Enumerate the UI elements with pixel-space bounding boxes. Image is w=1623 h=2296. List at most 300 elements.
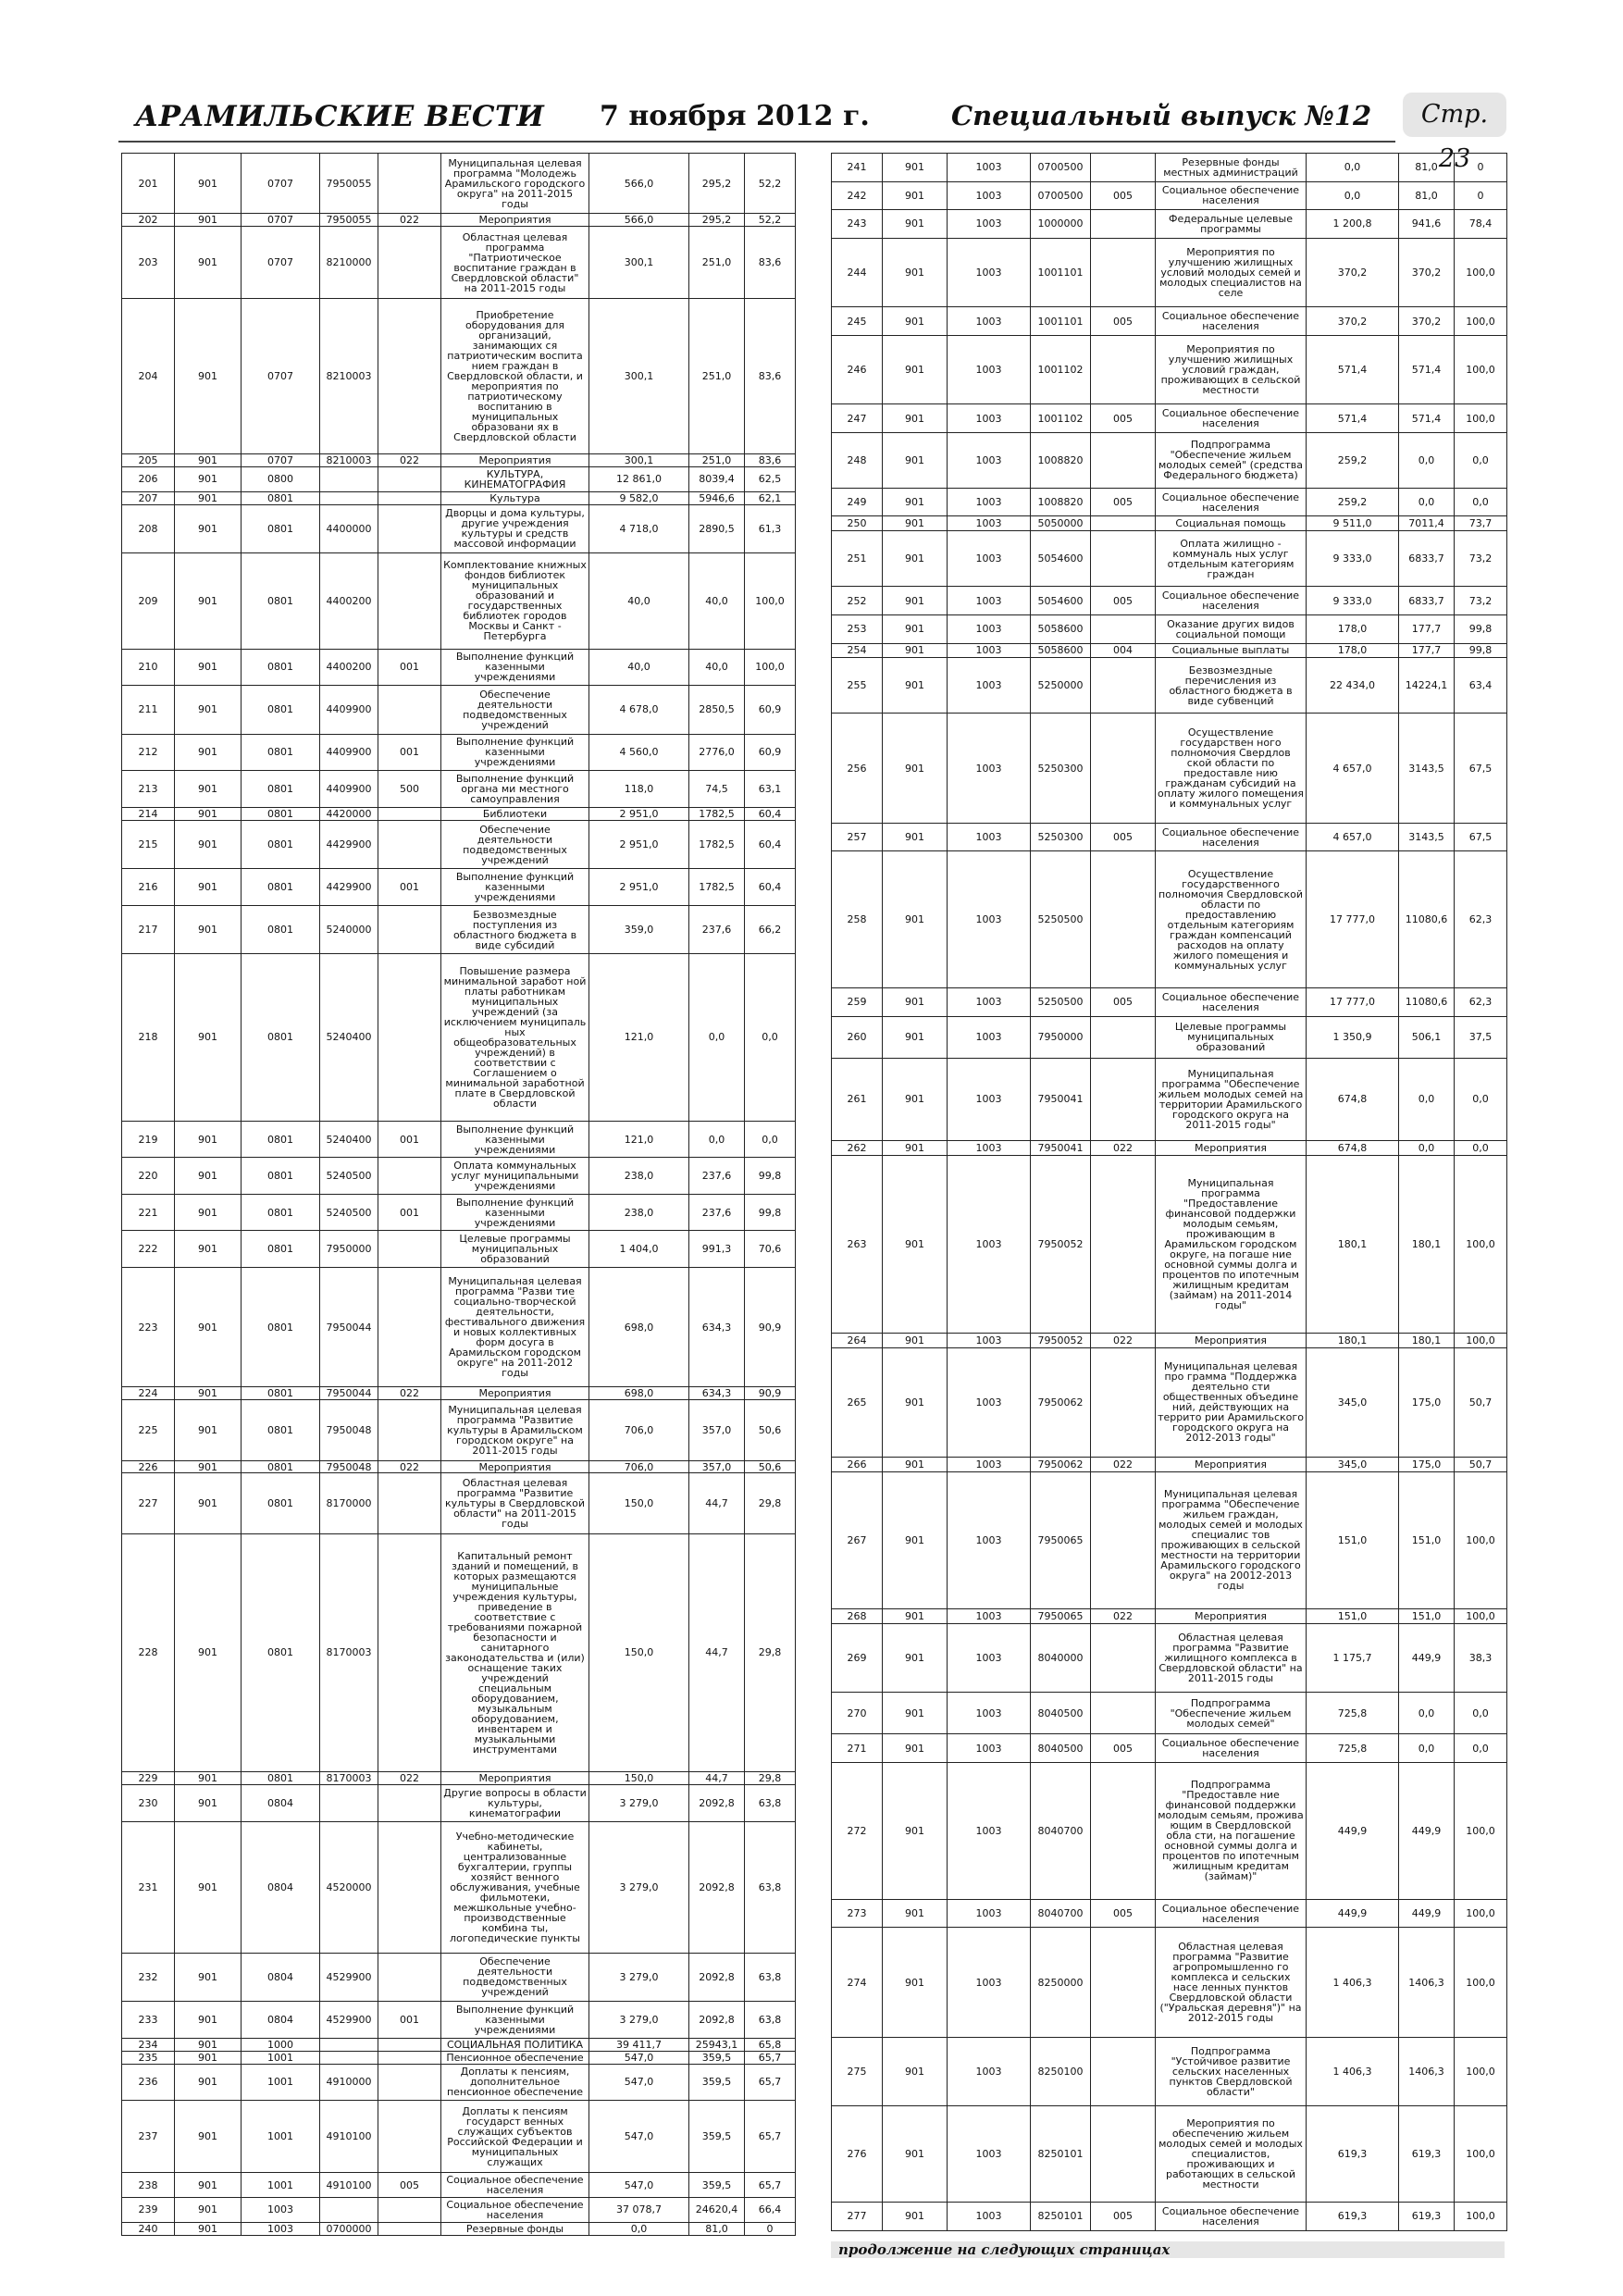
table-row (122, 807, 796, 820)
table-row (122, 2198, 796, 2223)
admin-code: 901 (175, 734, 242, 771)
executed-amount: 634,3 (689, 1268, 745, 1387)
planned-amount: 121,0 (589, 1121, 689, 1158)
executed-amount: 180,1 (1399, 1333, 1455, 1347)
percent: 73,2 (1455, 531, 1507, 587)
executed-amount: 11080,6 (1399, 988, 1455, 1017)
item-name: Выполнение функций казенными учреждениями (441, 1121, 589, 1158)
item-name: Мероприятия (441, 1772, 589, 1785)
row-number: 271 (832, 1734, 883, 1763)
table-row (122, 1400, 796, 1460)
executed-amount: 5946,6 (689, 491, 745, 504)
expense-type (378, 2198, 441, 2223)
table-row (832, 851, 1507, 988)
executed-amount: 295,2 (689, 154, 745, 214)
executed-amount: 175,0 (1399, 1458, 1455, 1472)
section-code: 0801 (242, 1121, 320, 1158)
target-code: 7950055 (320, 214, 378, 227)
section-code: 1003 (948, 714, 1031, 823)
executed-amount: 251,0 (689, 453, 745, 466)
admin-code: 901 (883, 307, 948, 336)
table-row (832, 614, 1507, 643)
item-name: Подпрограмма "Устойчивое развитие сельских населенных пунктов Свердловской области" (1156, 2037, 1307, 2106)
expense-type (378, 1268, 441, 1387)
table-row (122, 553, 796, 650)
section-code: 1001 (242, 2064, 320, 2101)
expense-type (378, 491, 441, 504)
expense-type (378, 2064, 441, 2101)
table-row (122, 466, 796, 491)
target-code: 8040500 (1031, 1734, 1091, 1763)
planned-amount: 1 404,0 (589, 1231, 689, 1268)
target-code: 7950062 (1031, 1458, 1091, 1472)
table-row (122, 2002, 796, 2039)
admin-code: 901 (175, 1121, 242, 1158)
admin-code: 901 (883, 154, 948, 182)
admin-code: 901 (175, 1533, 242, 1771)
item-name: Выполнение функций казенными учреждениями (441, 649, 589, 686)
planned-amount: 3 279,0 (589, 1785, 689, 1822)
item-name: СОЦИАЛЬНАЯ ПОЛИТИКА (441, 2038, 589, 2051)
section-code: 1003 (948, 1347, 1031, 1457)
target-code: 7950048 (320, 1460, 378, 1473)
table-row (122, 1268, 796, 1387)
expense-type (378, 1473, 441, 1533)
section-code: 0801 (242, 1473, 320, 1533)
percent: 100,0 (1455, 1333, 1507, 1347)
percent: 60,9 (745, 686, 796, 734)
expense-type (1091, 210, 1156, 239)
executed-amount: 1782,5 (689, 820, 745, 868)
executed-amount: 81,0 (1399, 154, 1455, 182)
right-table-column (831, 153, 1507, 2231)
executed-amount: 1782,5 (689, 807, 745, 820)
percent: 65,8 (745, 2038, 796, 2051)
item-name: Мероприятия (1156, 1458, 1307, 1472)
row-number: 249 (832, 488, 883, 516)
item-name: Социальные выплаты (1156, 643, 1307, 658)
admin-code: 901 (175, 820, 242, 868)
table-row (122, 2051, 796, 2064)
row-number: 216 (122, 869, 175, 906)
percent: 0 (745, 2222, 796, 2235)
section-code: 1003 (948, 210, 1031, 239)
planned-amount: 178,0 (1307, 643, 1399, 658)
percent: 0 (1455, 154, 1507, 182)
row-number: 222 (122, 1231, 175, 1268)
item-name: Областная целевая программа "Патриотическое воспитание граждан в Свердловской области" на 2011-2015 годы (441, 227, 589, 299)
table-row (832, 488, 1507, 516)
percent: 65,7 (745, 2064, 796, 2101)
executed-amount: 2092,8 (689, 1785, 745, 1822)
executed-amount: 1406,3 (1399, 1928, 1455, 2037)
row-number: 239 (122, 2198, 175, 2223)
percent: 37,5 (1455, 1016, 1507, 1058)
item-name: Обеспечение деятельности подведомственных учреждений (441, 820, 589, 868)
expense-type (378, 954, 441, 1122)
target-code: 1001102 (1031, 335, 1091, 404)
table-row (122, 771, 796, 808)
planned-amount: 150,0 (589, 1533, 689, 1771)
section-code: 0801 (242, 1533, 320, 1771)
table-row (832, 1458, 1507, 1472)
admin-code: 901 (175, 1268, 242, 1387)
expense-type: 022 (1091, 1608, 1156, 1623)
executed-amount: 0,0 (1399, 1693, 1455, 1734)
table-row (832, 335, 1507, 404)
item-name: Культура (441, 491, 589, 504)
admin-code: 901 (883, 404, 948, 433)
section-code: 0801 (242, 649, 320, 686)
admin-code: 901 (883, 516, 948, 531)
row-number: 276 (832, 2106, 883, 2203)
item-name: Подпрограмма "Обеспечение жильем молодых семей" (1156, 1693, 1307, 1734)
expense-type (378, 820, 441, 868)
expense-type (1091, 516, 1156, 531)
section-code: 0707 (242, 299, 320, 454)
percent: 0,0 (745, 1121, 796, 1158)
executed-amount: 251,0 (689, 227, 745, 299)
table-row (832, 1472, 1507, 1609)
executed-amount: 506,1 (1399, 1016, 1455, 1058)
executed-amount: 8039,4 (689, 466, 745, 491)
planned-amount: 300,1 (589, 299, 689, 454)
target-code: 7950052 (1031, 1333, 1091, 1347)
item-name: Комплектование книжных фондов библиотек муниципальных образований и государственных библиотек городов Москвы и Санкт - Петербурга (441, 553, 589, 650)
planned-amount: 674,8 (1307, 1141, 1399, 1156)
planned-amount: 449,9 (1307, 1763, 1399, 1900)
expense-type: 001 (378, 869, 441, 906)
expense-type (1091, 851, 1156, 988)
percent: 100,0 (1455, 2037, 1507, 2106)
admin-code: 901 (883, 658, 948, 714)
table-row (122, 869, 796, 906)
target-code: 1001102 (1031, 404, 1091, 433)
item-name: Мероприятия (441, 1460, 589, 1473)
executed-amount: 0,0 (689, 1121, 745, 1158)
executed-amount: 237,6 (689, 905, 745, 953)
section-code: 1003 (948, 1458, 1031, 1472)
table-row (122, 154, 796, 214)
admin-code: 901 (175, 491, 242, 504)
table-row (832, 181, 1507, 210)
table-row (122, 214, 796, 227)
section-code: 0801 (242, 553, 320, 650)
planned-amount: 370,2 (1307, 307, 1399, 336)
planned-amount: 9 333,0 (1307, 587, 1399, 615)
expense-type (1091, 531, 1156, 587)
admin-code: 901 (883, 1693, 948, 1734)
expense-type (378, 686, 441, 734)
admin-code: 901 (175, 649, 242, 686)
executed-amount: 81,0 (1399, 181, 1455, 210)
row-number: 235 (122, 2051, 175, 2064)
executed-amount: 0,0 (1399, 1058, 1455, 1140)
target-code: 0700000 (320, 2222, 378, 2235)
section-code: 0801 (242, 686, 320, 734)
planned-amount: 571,4 (1307, 335, 1399, 404)
expense-type: 005 (1091, 488, 1156, 516)
section-code: 1003 (948, 1608, 1031, 1623)
row-number: 230 (122, 1785, 175, 1822)
row-number: 212 (122, 734, 175, 771)
planned-amount: 2 951,0 (589, 820, 689, 868)
expense-type (378, 905, 441, 953)
planned-amount: 547,0 (589, 2101, 689, 2173)
planned-amount: 22 434,0 (1307, 658, 1399, 714)
expense-type (378, 2038, 441, 2051)
admin-code: 901 (883, 1623, 948, 1693)
table-row (832, 1347, 1507, 1457)
target-code (320, 1785, 378, 1822)
percent: 100,0 (1455, 2203, 1507, 2231)
percent: 63,1 (745, 771, 796, 808)
table-row (122, 1473, 796, 1533)
percent: 100,0 (1455, 404, 1507, 433)
section-code: 1003 (948, 1333, 1031, 1347)
planned-amount: 619,3 (1307, 2203, 1399, 2231)
item-name: Областная целевая программа "Развитие культуры в Свердловской области" на 2011-2015 годы (441, 1473, 589, 1533)
executed-amount: 1406,3 (1399, 2037, 1455, 2106)
planned-amount: 345,0 (1307, 1347, 1399, 1457)
section-code: 0707 (242, 227, 320, 299)
planned-amount: 566,0 (589, 214, 689, 227)
percent: 99,8 (745, 1194, 796, 1231)
target-code: 8040000 (1031, 1623, 1091, 1693)
admin-code: 901 (883, 238, 948, 307)
table-row (122, 1231, 796, 1268)
planned-amount: 4 657,0 (1307, 823, 1399, 851)
percent: 62,3 (1455, 988, 1507, 1017)
section-code: 1003 (948, 1623, 1031, 1693)
planned-amount: 150,0 (589, 1473, 689, 1533)
expense-type (378, 2051, 441, 2064)
target-code: 4910000 (320, 2064, 378, 2101)
percent: 70,6 (745, 1231, 796, 1268)
admin-code: 901 (175, 869, 242, 906)
target-code: 4429900 (320, 820, 378, 868)
expense-type: 005 (1091, 823, 1156, 851)
section-code: 1003 (242, 2222, 320, 2235)
target-code: 4409900 (320, 734, 378, 771)
admin-code: 901 (883, 1016, 948, 1058)
table-row (832, 988, 1507, 1017)
executed-amount: 359,5 (689, 2064, 745, 2101)
row-number: 236 (122, 2064, 175, 2101)
target-code: 7950044 (320, 1387, 378, 1400)
percent: 66,4 (745, 2198, 796, 2223)
section-code: 1003 (948, 335, 1031, 404)
section-code: 1003 (948, 433, 1031, 489)
admin-code: 901 (175, 807, 242, 820)
section-code: 1003 (948, 531, 1031, 587)
executed-amount: 2092,8 (689, 1953, 745, 2001)
section-code: 0801 (242, 869, 320, 906)
table-row (122, 1953, 796, 2001)
item-name: Выполнение функций казенными учреждениями (441, 869, 589, 906)
item-name: Муниципальная программа "Предоставление финансовой поддержки молодым семьям, проживающим в Арамильском городском округе, на погаше ние основной суммы долга и процентов по ипотечным жилищным кредитам (займам) на 2011-2014 годы" (1156, 1156, 1307, 1334)
target-code: 5250000 (1031, 658, 1091, 714)
target-code: 7950055 (320, 154, 378, 214)
row-number: 217 (122, 905, 175, 953)
admin-code: 901 (883, 1347, 948, 1457)
percent: 90,9 (745, 1387, 796, 1400)
table-row (832, 1763, 1507, 1900)
percent: 0,0 (1455, 1734, 1507, 1763)
target-code (320, 491, 378, 504)
admin-code: 901 (883, 1141, 948, 1156)
admin-code: 901 (883, 1458, 948, 1472)
table-row (832, 1016, 1507, 1058)
admin-code: 901 (175, 214, 242, 227)
section-code: 0801 (242, 504, 320, 552)
percent: 90,9 (745, 1268, 796, 1387)
target-code: 7950044 (320, 1268, 378, 1387)
expense-type: 022 (378, 1387, 441, 1400)
expense-type: 005 (1091, 1734, 1156, 1763)
table-row (832, 516, 1507, 531)
percent: 99,8 (1455, 643, 1507, 658)
expense-type (378, 807, 441, 820)
row-number: 244 (832, 238, 883, 307)
expense-type: 005 (1091, 988, 1156, 1017)
section-code: 0801 (242, 1387, 320, 1400)
item-name: Областная целевая программа "Развитие жилищного комплекса в Свердловской области" на 2011-2015 годы (1156, 1623, 1307, 1693)
section-code: 1003 (948, 154, 1031, 182)
table-row (832, 1734, 1507, 1763)
planned-amount: 9 582,0 (589, 491, 689, 504)
row-number: 232 (122, 1953, 175, 2001)
row-number: 260 (832, 1016, 883, 1058)
admin-code: 901 (175, 2222, 242, 2235)
expense-type (378, 466, 441, 491)
item-name: Муниципальная целевая программа "Обеспечение жильем граждан, молодых семей и молодых специалис тов проживающих в сельской местности на территории Арамильского городского округа" на 20012-2013 годы (1156, 1472, 1307, 1609)
row-number: 250 (832, 516, 883, 531)
target-code: 7950041 (1031, 1058, 1091, 1140)
section-code: 0801 (242, 1194, 320, 1231)
admin-code: 901 (175, 154, 242, 214)
planned-amount: 259,2 (1307, 488, 1399, 516)
row-number: 265 (832, 1347, 883, 1457)
section-code: 1003 (948, 614, 1031, 643)
item-name: Социальное обеспечение населения (1156, 823, 1307, 851)
table-row (122, 453, 796, 466)
planned-amount: 4 718,0 (589, 504, 689, 552)
target-code: 5050000 (1031, 516, 1091, 531)
expense-type: 005 (1091, 404, 1156, 433)
table-row (122, 2101, 796, 2173)
expense-type: 005 (1091, 1899, 1156, 1928)
percent: 67,5 (1455, 714, 1507, 823)
expense-type (1091, 154, 1156, 182)
newspaper-title: АРАМИЛЬСКИЕ ВЕСТИ (135, 100, 545, 133)
row-number: 243 (832, 210, 883, 239)
planned-amount: 12 861,0 (589, 466, 689, 491)
executed-amount: 2890,5 (689, 504, 745, 552)
planned-amount: 151,0 (1307, 1608, 1399, 1623)
target-code: 7950065 (1031, 1608, 1091, 1623)
admin-code: 901 (883, 1608, 948, 1623)
admin-code: 901 (883, 851, 948, 988)
item-name: Муниципальная целевая программа "Разви тие социально-творческой деятельности, фестивального движения и новых коллективных форм досуга в Арамильском городском округе" на 2011-2012 годы (441, 1268, 589, 1387)
row-number: 263 (832, 1156, 883, 1334)
row-number: 205 (122, 453, 175, 466)
percent: 52,2 (745, 214, 796, 227)
table-row (832, 307, 1507, 336)
header-divider (118, 141, 1395, 143)
executed-amount: 295,2 (689, 214, 745, 227)
item-name: Социальное обеспечение населения (1156, 1899, 1307, 1928)
expense-type (378, 2222, 441, 2235)
row-number: 225 (122, 1400, 175, 1460)
planned-amount: 1 175,7 (1307, 1623, 1399, 1693)
percent: 100,0 (1455, 238, 1507, 307)
target-code: 4910100 (320, 2101, 378, 2173)
planned-amount: 39 411,7 (589, 2038, 689, 2051)
item-name: Социальное обеспечение населения (1156, 1734, 1307, 1763)
table-row (122, 820, 796, 868)
executed-amount: 571,4 (1399, 404, 1455, 433)
section-code: 0801 (242, 820, 320, 868)
expense-type (378, 1533, 441, 1771)
expense-type (378, 227, 441, 299)
target-code: 8250000 (1031, 1928, 1091, 2037)
table-row (832, 238, 1507, 307)
target-code: 4529900 (320, 1953, 378, 2001)
item-name: Социальное обеспечение населения (1156, 404, 1307, 433)
executed-amount: 359,5 (689, 2101, 745, 2173)
section-code: 1003 (948, 488, 1031, 516)
percent: 52,2 (745, 154, 796, 214)
item-name: Осуществление государственного полномочия Свердловской области по предоставлению отдельным категориям граждан компенсаций расходов на оплату жилого помещения и коммунальных услуг (1156, 851, 1307, 988)
table-row (832, 1623, 1507, 1693)
expense-type (378, 1953, 441, 2001)
percent: 62,5 (745, 466, 796, 491)
table-row (832, 2037, 1507, 2106)
section-code: 1003 (948, 181, 1031, 210)
executed-amount: 370,2 (1399, 307, 1455, 336)
table-row (832, 1608, 1507, 1623)
section-code: 0801 (242, 1158, 320, 1195)
executed-amount: 151,0 (1399, 1472, 1455, 1609)
item-name: Библиотеки (441, 807, 589, 820)
item-name: Мероприятия (441, 214, 589, 227)
percent: 63,8 (745, 1953, 796, 2001)
row-number: 203 (122, 227, 175, 299)
planned-amount: 180,1 (1307, 1156, 1399, 1334)
item-name: Социальное обеспечение населения (441, 2173, 589, 2198)
percent: 83,6 (745, 453, 796, 466)
row-number: 209 (122, 553, 175, 650)
item-name: Подпрограмма "Обеспечение жильем молодых семей" (средства Федерального бюджета) (1156, 433, 1307, 489)
budget-table-left (121, 153, 796, 2236)
table-row (832, 1899, 1507, 1928)
planned-amount: 151,0 (1307, 1472, 1399, 1609)
percent: 60,4 (745, 820, 796, 868)
row-number: 242 (832, 181, 883, 210)
item-name: Мероприятия (1156, 1141, 1307, 1156)
row-number: 215 (122, 820, 175, 868)
row-number: 218 (122, 954, 175, 1122)
executed-amount: 180,1 (1399, 1156, 1455, 1334)
target-code: 4409900 (320, 686, 378, 734)
table-row (122, 905, 796, 953)
percent: 63,4 (1455, 658, 1507, 714)
target-code: 4429900 (320, 869, 378, 906)
section-code: 0801 (242, 807, 320, 820)
percent: 100,0 (1455, 1608, 1507, 1623)
expense-type (1091, 1016, 1156, 1058)
